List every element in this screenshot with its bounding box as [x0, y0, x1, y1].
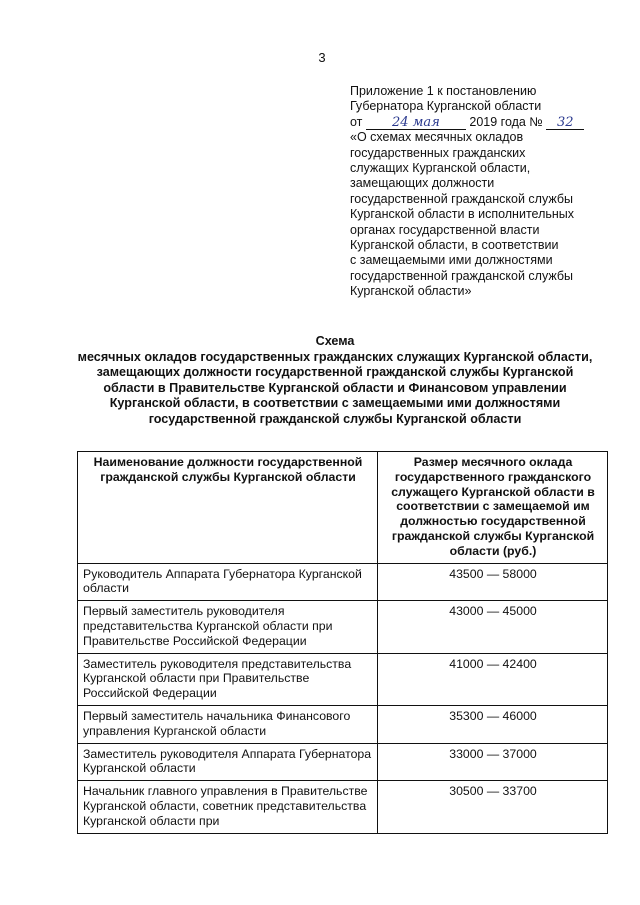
- date-prefix: от: [350, 114, 363, 129]
- position-name: Заместитель руководителя Аппарата Губернатора Курганской области: [78, 743, 378, 781]
- appendix-title-line: «О схемах месячных окладов: [350, 130, 524, 145]
- table-row: [78, 743, 608, 781]
- heading-line: месячных окладов государственных гражданских служащих Курганской области,: [77, 349, 593, 364]
- handwritten-date: 24 мая: [366, 117, 466, 130]
- salary-range: 30500 — 33700: [378, 781, 608, 833]
- heading-line: замещающих должности государственной гражданской службы Курганской: [96, 365, 574, 379]
- position-name: Первый заместитель руководителя представительства Курганской области при Правительстве Российской Федерации: [78, 601, 378, 653]
- appendix-line-2: Губернатора Курганской области: [350, 99, 542, 114]
- appendix-title-line: государственной гражданской службы: [350, 191, 573, 206]
- position-name: Начальник главного управления в Правительстве Курганской области, советник представительства Курганской области при: [78, 781, 378, 833]
- appendix-title-line: Курганской области, в соответствии: [350, 238, 559, 253]
- appendix-title-line: Курганской области в исполнительных: [350, 207, 575, 222]
- appendix-title-line: государственных гражданских: [350, 145, 526, 160]
- appendix-title-line: служащих Курганской области,: [350, 161, 531, 176]
- position-name: Заместитель руководителя представительства Курганской области при Правительстве Российской Федерации: [78, 653, 378, 705]
- page-number: 3: [318, 50, 326, 65]
- table-row: [78, 601, 608, 653]
- table-row: [78, 563, 608, 601]
- appendix-title-line: государственной гражданской службы: [350, 268, 573, 283]
- salary-range: 43000 — 45000: [378, 601, 608, 653]
- salary-range: 41000 — 42400: [378, 653, 608, 705]
- salary-range: 33000 — 37000: [378, 743, 608, 781]
- handwritten-number: 32: [546, 117, 584, 130]
- heading-line: области в Правительстве Курганской области и Финансовом управлении: [103, 380, 567, 395]
- header-position-name: Наименование должности государственной гражданской службы Курганской области: [78, 452, 378, 564]
- appendix-block: [350, 84, 620, 300]
- appendix-title-line: с замещаемыми ими должностями: [350, 253, 553, 268]
- appendix-line-1: Приложение 1 к постановлению: [350, 84, 537, 98]
- date-suffix: 2019 года №: [469, 114, 543, 129]
- heading-line: государственной гражданской службы Курганской области: [148, 411, 522, 426]
- table-row: [78, 705, 608, 743]
- appendix-title-line: Курганской области»: [350, 284, 472, 299]
- appendix-title-line: органах государственной власти: [350, 222, 540, 237]
- salary-range: 35300 — 46000: [378, 705, 608, 743]
- table-row: [78, 781, 608, 833]
- appendix-title-line: замещающих должности: [350, 176, 495, 191]
- salary-table: [77, 451, 608, 834]
- heading-title: Схема: [315, 334, 355, 348]
- appendix-date-line: [350, 115, 620, 130]
- table-header-row: [78, 452, 608, 564]
- document-heading: [40, 334, 630, 427]
- position-name: Первый заместитель начальника Финансового управления Курганской области: [78, 705, 378, 743]
- table-row: [78, 653, 608, 705]
- salary-range: 43500 — 58000: [378, 563, 608, 601]
- heading-line: Курганской области, в соответствии с замещаемыми ими должностями: [109, 396, 561, 410]
- header-salary: Размер месячного оклада государственного гражданского служащего Курганской области в соответствии с замещаемой им должностью государственной гражданской службы Курганской области (руб.): [378, 452, 608, 564]
- position-name: Руководитель Аппарата Губернатора Курганской области: [78, 563, 378, 601]
